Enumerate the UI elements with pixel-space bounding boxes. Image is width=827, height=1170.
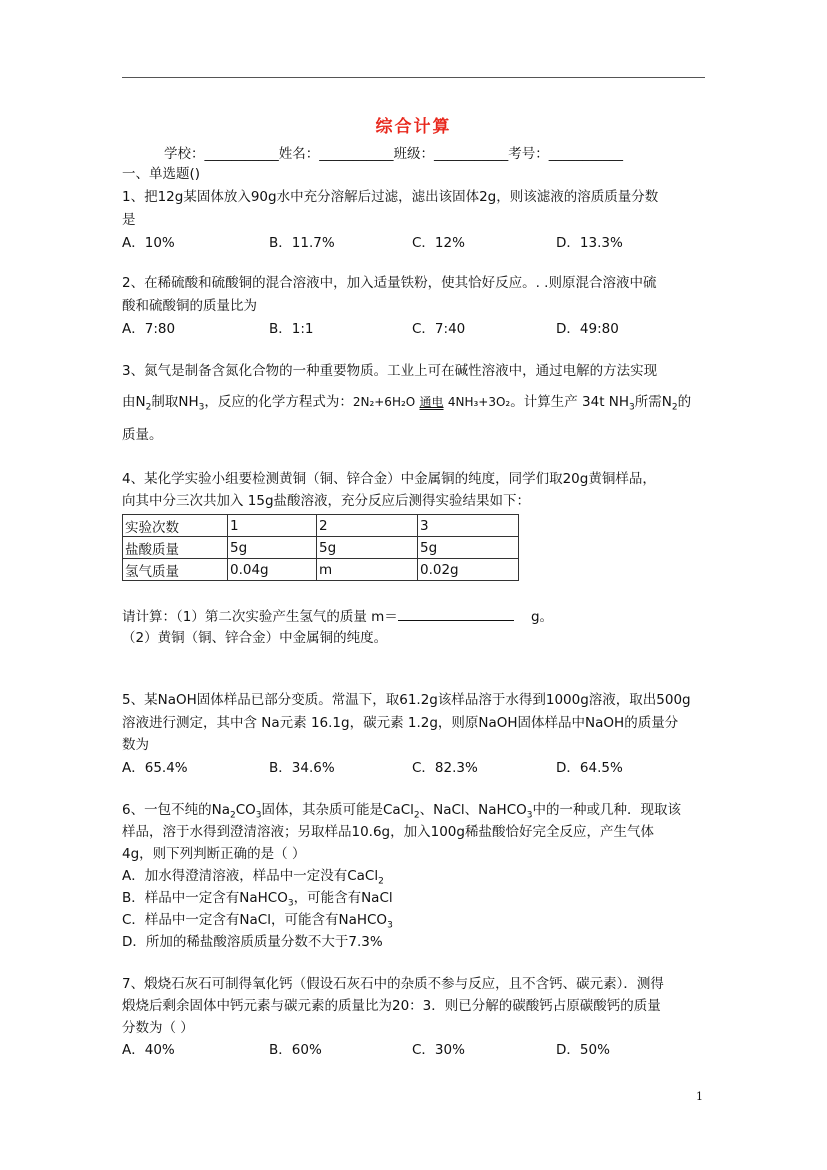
q6-line1: 6、一包不纯的$Na_2CO_3$固体，其杂质可能是CaCl$_2$、NaCl、NaHCO$_3$中的一种或几种．现取该 — [122, 802, 681, 821]
page-number: 1 — [696, 1090, 703, 1103]
option-b: B．34.6% — [269, 760, 335, 776]
results-table — [122, 514, 519, 581]
section-heading: 一、单选题() — [122, 166, 201, 182]
q5-line3: 数为 — [122, 737, 149, 753]
q7-line2: 煅烧后剩余固体中钙元素与碳元素的质量比为20：3．则已分解的碳酸钙占原碳酸钙的质量 — [122, 998, 661, 1014]
table-cell: 0.04g — [228, 559, 317, 581]
q3-line3: 质量。 — [122, 427, 163, 443]
table-cell: 氢气质量 — [123, 559, 228, 581]
page-title: 综合计算 — [375, 117, 452, 137]
option-a: A．65.4% — [122, 760, 188, 776]
table-row — [123, 559, 519, 581]
q4-line1: 4、某化学实验小组要检测黄铜（铜、锌合金）中金属铜的纯度，同学们取20g黄铜样品， — [122, 471, 656, 487]
q1-line2: 是 — [122, 212, 136, 228]
table-cell: 2 — [317, 515, 418, 537]
q7-line3: 分数为（ ） — [122, 1020, 194, 1036]
option-b: B．11.7% — [269, 235, 335, 251]
header-fields: 学校：___________姓名：___________班级：___________考号：___________ — [164, 146, 623, 162]
table-row — [123, 515, 519, 537]
q5-options — [122, 758, 705, 778]
table-cell: 盐酸质量 — [123, 537, 228, 559]
table-row — [123, 537, 519, 559]
q7-options — [122, 1040, 705, 1060]
option-a: A．40% — [122, 1042, 175, 1058]
option-d: D．50% — [556, 1042, 610, 1058]
option-a: A．7:80 — [122, 321, 176, 337]
q4-line2: 向其中分三次共加入 15g盐酸溶液，充分反应后测得实验结果如下： — [122, 493, 531, 509]
q5-line1: 5、某NaOH固体样品已部分变质。常温下，取61.2g该样品溶于水得到1000g溶液，取出500g — [122, 692, 691, 708]
q6-line3: 4g，则下列判断正确的是（ ） — [122, 846, 306, 862]
option-d: D．64.5% — [556, 760, 623, 776]
q6-option-c: C．样品中一定含有NaCl，可能含有NaHCO$_3$ — [122, 912, 393, 931]
option-d: D．49:80 — [556, 321, 619, 337]
option-a: A．10% — [122, 235, 175, 251]
q1-options — [122, 233, 705, 253]
option-c: C．7:40 — [412, 321, 466, 337]
option-c: C．12% — [412, 235, 465, 251]
q5-line2: 溶液进行测定，其中含 Na元素 16.1g，碳元素 1.2g，则原NaOH固体样品中NaOH的质量分 — [122, 715, 679, 731]
table-cell: 1 — [228, 515, 317, 537]
table-cell: m — [317, 559, 418, 581]
q6-option-b: B．样品中一定含有NaHCO$_3$，可能含有NaCl — [122, 890, 393, 909]
q2-line2: 酸和硫酸铜的质量比为 — [122, 298, 257, 314]
table-cell: 5g — [418, 537, 519, 559]
table-cell: 0.02g — [418, 559, 519, 581]
q3-line2: 由$N_2$制取$NH_3$，反应的化学方程式为：2N₂+6H₂O 通电 4NH₃+3O₂。计算生产 34t $NH_3$所需$N_2$的 — [122, 394, 692, 413]
q7-line1: 7、煅烧石灰石可制得氧化钙（假设石灰石中的杂质不参与反应，且不含钙、碳元素）．测得 — [122, 976, 664, 992]
q6-option-a: A．加水得澄清溶液，样品中一定没有CaCl$_2$ — [122, 868, 384, 887]
option-c: C．30% — [412, 1042, 465, 1058]
q4-ask1: 请计算：（1）第二次实验产生氢气的质量 m＝ g。 — [122, 606, 553, 627]
q6-option-d: D．所加的稀盐酸溶质质量分数不大于7.3% — [122, 934, 383, 950]
option-d: D．13.3% — [556, 235, 623, 251]
option-c: C．82.3% — [412, 760, 478, 776]
answer-blank[interactable] — [398, 606, 514, 621]
q4-ask2: （2）黄铜（铜、锌合金）中金属铜的纯度。 — [122, 630, 388, 646]
option-b: B．1:1 — [269, 321, 314, 337]
equation-left: 2N₂+6H₂O — [352, 395, 416, 409]
equation-condition: 通电 — [419, 395, 444, 409]
q2-options — [122, 319, 705, 339]
q6-line2: 样品，溶于水得到澄清溶液；另取样品10.6g，加入100g稀盐酸恰好完全反应，产生气体 — [122, 824, 654, 840]
table-cell: 实验次数 — [123, 515, 228, 537]
q1-line1: 1、把12g某固体放入90g水中充分溶解后过滤，滤出该固体2g，则该滤液的溶质质量分数 — [122, 189, 659, 205]
q2-line1: 2、在稀硫酸和硫酸铜的混合溶液中，加入适量铁粉，使其恰好反应。. .则原混合溶液中硫 — [122, 275, 657, 291]
option-b: B．60% — [269, 1042, 322, 1058]
header-rule — [122, 77, 705, 78]
table-cell: 3 — [418, 515, 519, 537]
table-cell: 5g — [317, 537, 418, 559]
equation-right: 4NH₃+3O₂ — [447, 395, 511, 409]
table-cell: 5g — [228, 537, 317, 559]
q3-line1: 3、氮气是制备含氮化合物的一种重要物质。工业上可在碱性溶液中，通过电解的方法实现 — [122, 363, 658, 379]
